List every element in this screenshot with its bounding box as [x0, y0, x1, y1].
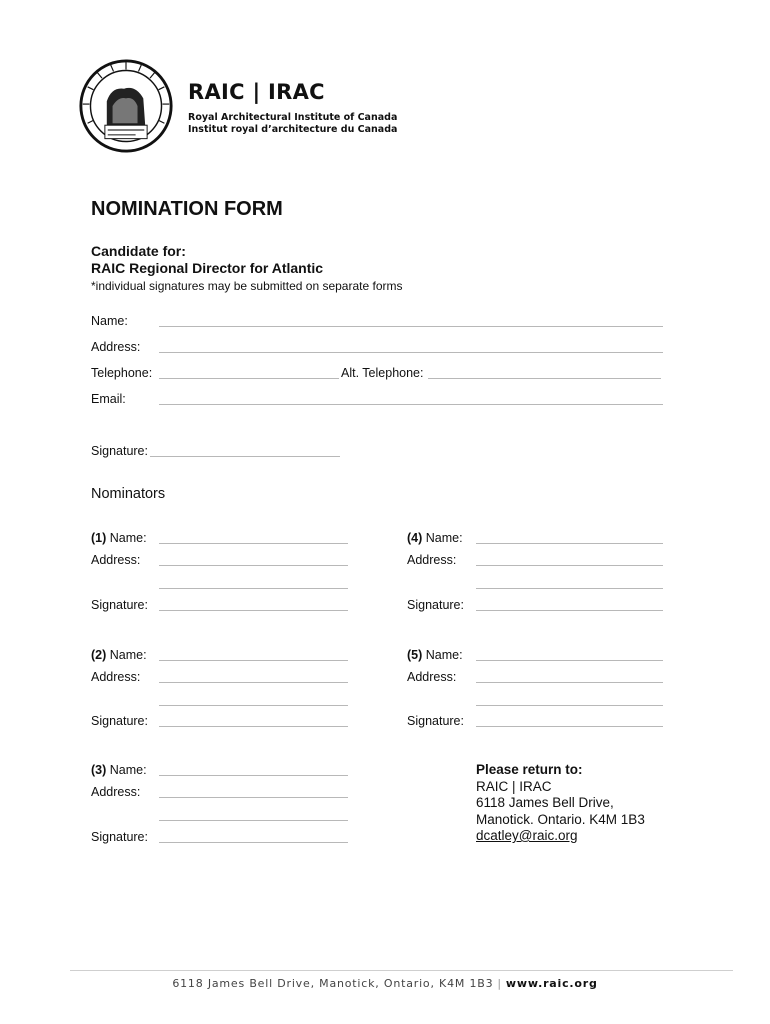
signature-note: *individual signatures may be submitted on separate forms — [91, 279, 403, 293]
nominator-1-name-field[interactable] — [159, 543, 348, 544]
nominator-5-name-field[interactable] — [476, 660, 663, 661]
nominator-4-signature-label: Signature: — [407, 598, 464, 612]
candidate-signature-field[interactable] — [150, 456, 340, 457]
nominator-1-number: (1) — [91, 531, 107, 545]
nominator-5-signature-label: Signature: — [407, 714, 464, 728]
nominator-5-signature-field[interactable] — [476, 726, 663, 727]
return-city: Manotick. Ontario. K4M 1B3 — [476, 811, 645, 827]
nominator-3-signature-field[interactable] — [159, 842, 348, 843]
nominator-5-address-label: Address: — [407, 670, 457, 684]
candidate-email-field[interactable] — [159, 404, 663, 405]
candidate-telephone-label: Telephone: — [91, 366, 153, 380]
nominator-3-address-field-2[interactable] — [159, 820, 348, 821]
return-email-link[interactable]: dcatley@raic.org — [476, 828, 578, 843]
nominator-4-signature-field[interactable] — [476, 610, 663, 611]
footer-separator: | — [497, 977, 502, 990]
return-title: Please return to: — [476, 762, 583, 777]
raic-seal-logo — [78, 58, 174, 154]
candidate-email-label: Email: — [91, 392, 126, 406]
nominator-5-address-field-2[interactable] — [476, 705, 663, 706]
candidate-telephone-field[interactable] — [159, 378, 339, 379]
nominator-4-name-label: (4) Name: — [407, 531, 463, 545]
nominator-4-address-label: Address: — [407, 553, 457, 567]
nominator-1-address-field[interactable] — [159, 565, 348, 566]
nominator-4-address-field-2[interactable] — [476, 588, 663, 589]
brand-line-en: Royal Architectural Institute of Canada — [188, 112, 398, 123]
nominator-5-address-field[interactable] — [476, 682, 663, 683]
candidate-for-label: Candidate for: — [91, 243, 186, 259]
candidate-signature-label: Signature: — [91, 444, 148, 458]
candidate-alt-telephone-label: Alt. Telephone: — [341, 366, 424, 380]
return-street: 6118 James Bell Drive, — [476, 795, 614, 810]
form-title: NOMINATION FORM — [91, 198, 283, 220]
nominator-2-address-field[interactable] — [159, 682, 348, 683]
nominator-4-name-field[interactable] — [476, 543, 663, 544]
brand-block — [188, 80, 397, 136]
footer-website-link[interactable]: www.raic.org — [505, 977, 598, 990]
nominator-4-number: (4) — [407, 531, 423, 545]
nominator-5-name-label: (5) Name: — [407, 648, 463, 662]
nominator-2-address-label: Address: — [91, 670, 141, 684]
nominator-2-number: (2) — [91, 648, 107, 662]
nominator-3-number: (3) — [91, 763, 107, 777]
nominator-1-address-label: Address: — [91, 553, 141, 567]
footer-address: 6118 James Bell Drive, Manotick, Ontario, K4M 1B3 — [172, 977, 494, 990]
nominator-2-signature-label: Signature: — [91, 714, 148, 728]
nominator-2-name-field[interactable] — [159, 660, 348, 661]
nominator-3-name-field[interactable] — [159, 775, 348, 776]
candidate-name-label: Name: — [91, 314, 128, 328]
footer-divider — [70, 970, 733, 971]
nominator-2-address-field-2[interactable] — [159, 705, 348, 706]
return-org: RAIC | IRAC — [476, 778, 552, 794]
nominator-2-signature-field[interactable] — [159, 726, 348, 727]
brand-line-fr: Institut royal d’architecture du Canada — [188, 124, 398, 135]
nominator-3-name-label: (3) Name: — [91, 763, 147, 777]
nominator-3-signature-label: Signature: — [91, 830, 148, 844]
nominator-5-number: (5) — [407, 648, 423, 662]
candidate-name-field[interactable] — [159, 326, 663, 327]
nominator-4-address-field[interactable] — [476, 565, 663, 566]
candidate-for-block — [91, 243, 323, 277]
footer — [0, 977, 770, 990]
candidate-address-field[interactable] — [159, 352, 663, 353]
nominator-1-address-field-2[interactable] — [159, 588, 348, 589]
nominator-1-name-label: (1) Name: — [91, 531, 147, 545]
position-title: RAIC Regional Director for Atlantic — [91, 260, 324, 276]
nominator-1-signature-field[interactable] — [159, 610, 348, 611]
candidate-address-label: Address: — [91, 340, 141, 354]
nominator-3-address-field[interactable] — [159, 797, 348, 798]
nominator-2-name-label: (2) Name: — [91, 648, 147, 662]
nominators-heading: Nominators — [91, 486, 166, 502]
candidate-alt-telephone-field[interactable] — [428, 378, 661, 379]
nominator-1-signature-label: Signature: — [91, 598, 148, 612]
return-address-block — [476, 762, 645, 845]
brand-name: RAIC | IRAC — [188, 80, 325, 104]
nominator-3-address-label: Address: — [91, 785, 141, 799]
